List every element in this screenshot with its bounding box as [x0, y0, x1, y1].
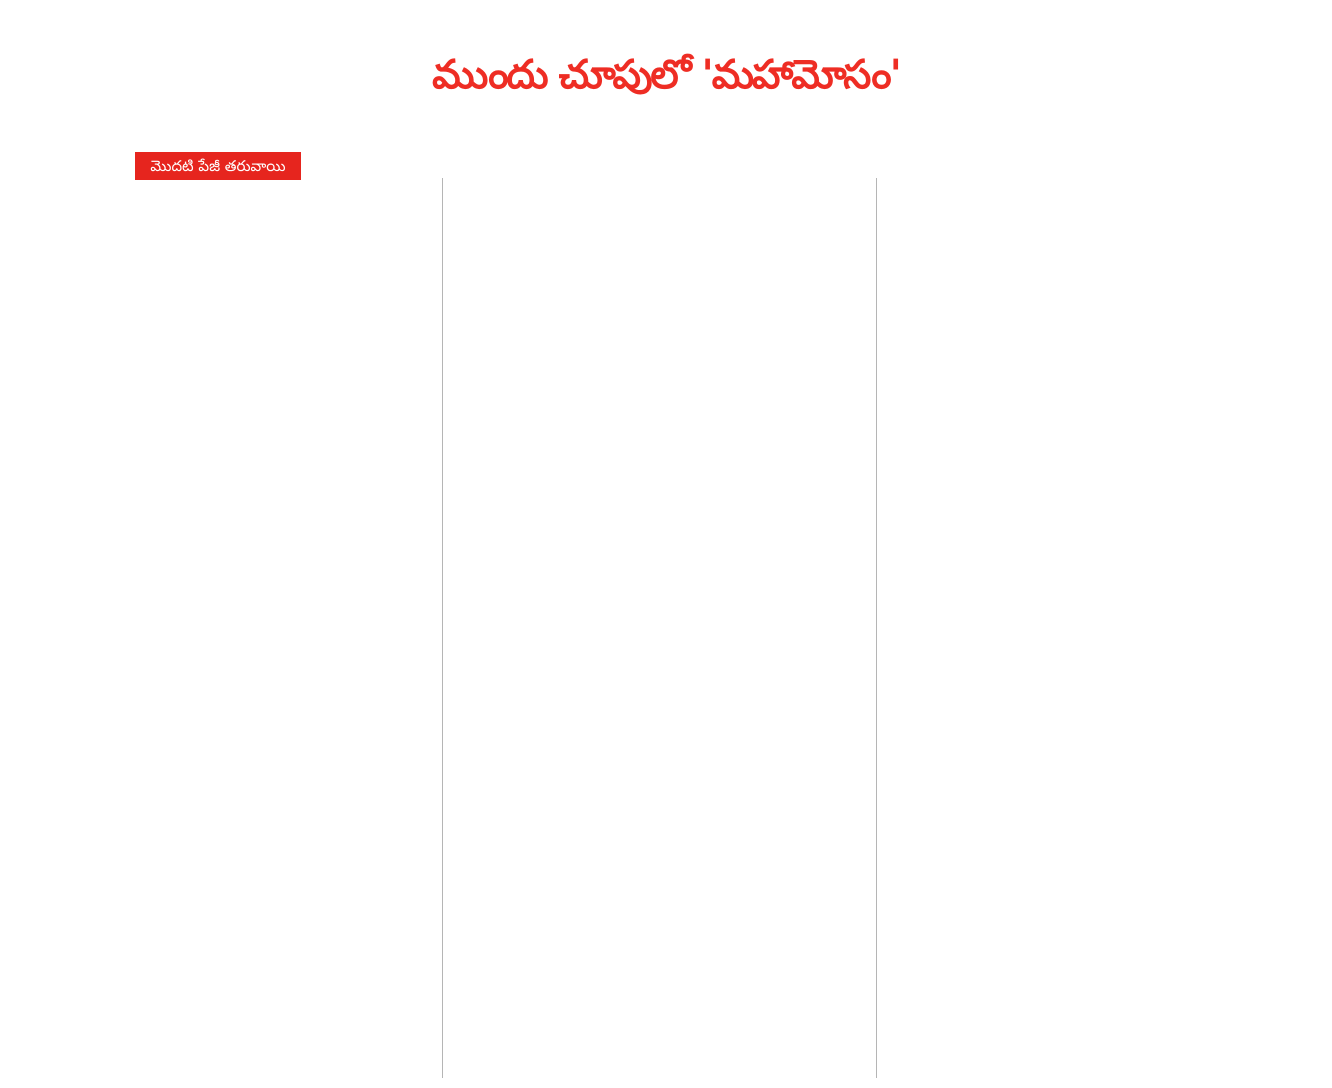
article-column-3: [886, 180, 1310, 1076]
continued-from-front-page-tag: మొదటి పేజీ తరువాయి: [135, 152, 301, 180]
column-divider: [442, 178, 443, 1078]
article-headline: ముందు చూపులో 'మహామోసం': [432, 52, 900, 98]
article-column-2: [452, 180, 868, 1076]
article-column-1: [22, 206, 434, 1076]
column-divider: [876, 178, 877, 1078]
